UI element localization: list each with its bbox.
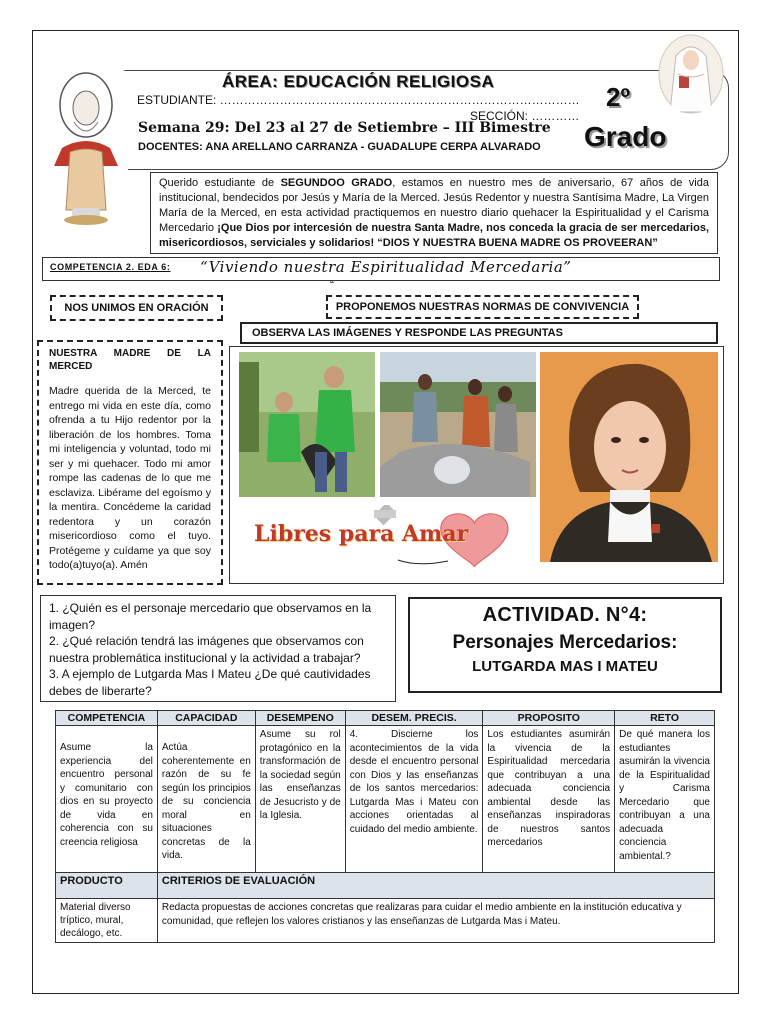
jesus-redeemer-image (44, 70, 128, 226)
activity-person: LUTGARDA MAS I MATEU (472, 658, 658, 675)
grade-number: 2º (606, 82, 630, 112)
banner-text: Libres para Amar (254, 521, 469, 547)
criterios-label: CRITERIOS DE EVALUACIÓN (157, 873, 714, 899)
cell-desempeno: Asume su rol protagónico en la transformación de la sociedad según las enseñanzas de Jesucristo y de la Iglesia. (255, 726, 345, 873)
oracion-heading: NOS UNIMOS EN ORACIÓN (50, 295, 223, 321)
activity-number: ACTIVIDAD. N°4: (482, 604, 648, 626)
header-desem-precis: DESEM. PRECIS. (345, 711, 483, 726)
week-label: Semana 29: Del 23 al 27 de Setiembre – III Bimestre (138, 120, 551, 136)
prayer-box (37, 340, 223, 585)
cell-capacidad: Actúa coherentemente en razón de su fe según los principios de su conciencia moral en situaciones concretas de la vida. (157, 726, 255, 873)
activity-subtitle: Personajes Mercedarios: (452, 632, 678, 653)
producto-value: Material diverso tríptico, mural, decálogo, etc. (56, 899, 158, 943)
cell-competencia: Asume la experiencia del encuentro personal y comunitario con dios en su proyecto de vida en coherencia con su creencia religiosa (56, 726, 158, 873)
prayer-title: NUESTRA MADRE DE LA MERCED (49, 348, 211, 372)
cell-proposito: Los estudiantes asumirán la vivencia de la Espiritualidad mercedaria que contribuyan a una adecuada conciencia ambiental desde las enseñanzas inspiradoras de nuestros santos mercedarios (483, 726, 615, 873)
header-capacidad: CAPACIDAD (157, 711, 255, 726)
question-1: 1. ¿Quién es el personaje mercedario que observamos en la imagen? (49, 601, 372, 632)
observa-heading: OBSERVA LAS IMÁGENES Y RESPONDE LAS PREGUNTAS (240, 322, 718, 344)
area-title: ÁREA: EDUCACIÓN RELIGIOSA (222, 72, 495, 91)
criterios-value: Redacta propuestas de acciones concretas que realizaras para cuidar el medio ambiente en la institución educativa y comunidad, que reflejen los valores cristianos y las enseñanzas de Lutgarda Mas i Mateu. (157, 899, 714, 943)
producto-label: PRODUCTO (56, 873, 158, 899)
header-reto: RETO (615, 711, 715, 726)
competencia-motto-end: “ (330, 278, 334, 292)
prayer-text: Madre querida de la Merced, te entrego mi vida en este día, como ofrenda a tu Hijo redentor por la liberación de los hombres. Toma mi inteligencia y voluntad, todo mi ser y mi quehacer. Todo mi amor rompe las cadenas de lo que me esclaviza. Libérame del egoísmo y la mentira. Concédeme la caridad redentora y un corazón misericordioso como el tuyo. Protégeme y cuídame ya que soy todo(a)tuyo(a). Amén (49, 385, 211, 571)
competencia-motto: “Viviendo nuestra Espiritualidad Mercedaria” (200, 258, 572, 276)
header-competencia: COMPETENCIA (56, 711, 158, 726)
table-header-row (56, 711, 715, 726)
planning-table (55, 710, 715, 943)
teachers-label: DOCENTES: ANA ARELLANO CARRANZA - GUADALUPE CERPA ALVARADO (138, 141, 541, 153)
competencia-label: COMPETENCIA 2. EDA 6: (50, 262, 171, 272)
lutgarda-portrait (540, 352, 718, 562)
activity-box (408, 597, 722, 693)
virgin-mercy-image (658, 34, 724, 114)
student-field[interactable]: ESTUDIANTE: ……………………………………………………………………………… (137, 93, 580, 107)
question-2: 2. ¿Qué relación tendrá las imágenes que observamos con nuestra problemática institucional y la actividad a trabajar? (49, 634, 364, 665)
normas-heading: PROPONEMOS NUESTRAS NORMAS DE CONVIVENCIA (326, 295, 639, 319)
header-proposito: PROPOSITO (483, 711, 615, 726)
libres-para-amar-banner (248, 505, 518, 575)
cell-reto: De qué manera los estudiantes asumirán la vivencia de la Espiritualidad y Carisma Mercedario que contribuyan a una adecuada conciencia ambiental.? (615, 726, 715, 873)
volunteers-photo (239, 352, 375, 497)
header-desempeno: DESEMPENO (255, 711, 345, 726)
table-row (56, 726, 715, 873)
cell-desem-precis: 4. Discierne los acontecimientos de la vida desde el encuentro personal con Dios y las enseñanzas de los santos mercedarios: Lutgarda Mas i Mateu con acciones orientadas al cuidado del medio ambiente. (345, 726, 483, 873)
cleanup-photo (380, 352, 536, 497)
question-3: 3. A ejemplo de Lutgarda Mas I Mateu ¿De qué cautividades debes de liberarte? (49, 667, 371, 698)
grade-label: Grado (584, 121, 667, 152)
section-field[interactable]: SECCIÓN: ………… (470, 109, 580, 123)
table-subheader-row (56, 873, 715, 899)
questions-box (40, 595, 396, 702)
table-row (56, 899, 715, 943)
intro-paragraph: Querido estudiante de SEGUNDOO GRADO, estamos en nuestro mes de aniversario, 67 años de vida institucional, bendecidos por Jesús y María de la Merced. Jesús Redentor y nuestra Santísima Madre, La Virgen María de la Merced, en esta actividad practiquemos en nuestro diario quehacer la Espiritualidad y el Carisma Mercedario ¡Que Dios por intercesión de nuestra Santa Madre, nos conceda la gracia de ser mercedarios, misericordiosos, serviciales y solidarios! “DIOS Y NUESTRA BUENA MADRE OS PROVEERAN” (150, 172, 718, 254)
